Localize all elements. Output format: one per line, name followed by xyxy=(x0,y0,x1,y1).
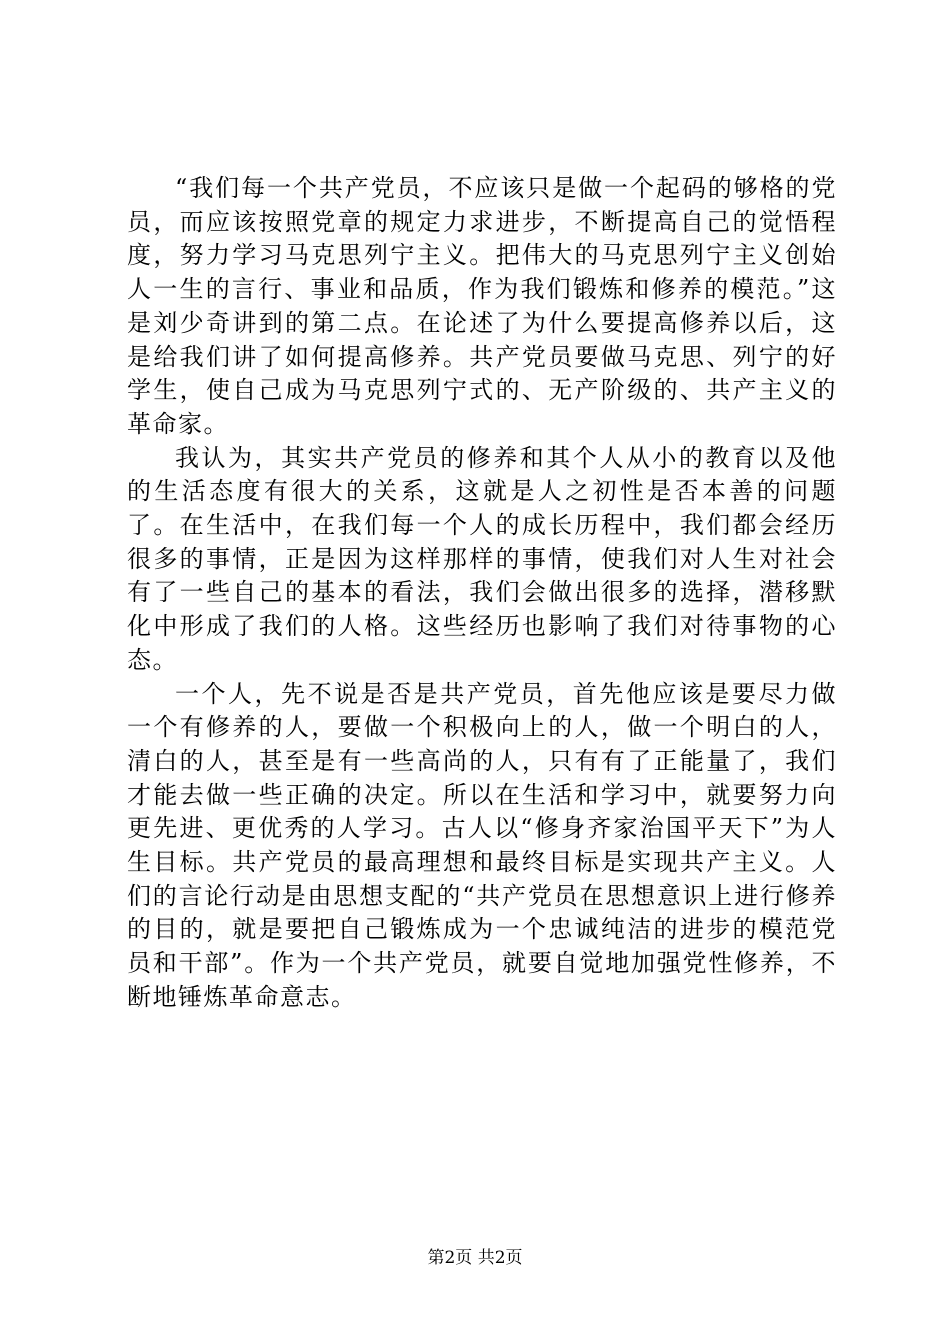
paragraph-2: 我认为，其实共产党员的修养和其个人从小的教育以及他的生活态度有很大的关系，这就是人之初性是否本善的问题了。在生活中，在我们每一个人的成长历程中，我们都会经历很多的事情，正是因为这样那样的事情，使我们对人生对社会有了一些自己的基本的看法，我们会做出很多的选择，潜移默化中形成了我们的人格。这些经历也影响了我们对待事物的心态。 xyxy=(127,443,837,674)
paragraph-1: “我们每一个共产党员，不应该只是做一个起码的够格的党员，而应该按照党章的规定力求进步，不断提高自己的觉悟程度，努力学习马克思列宁主义。把伟大的马克思列宁主义创始人一生的言行、事业和品质，作为我们锻炼和修养的模范。”这是刘少奇讲到的第二点。在论述了为什么要提高修养以后，这是给我们讲了如何提高修养。共产党员要做马克思、列宁的好学生，使自己成为马克思列宁式的、无产阶级的、共产主义的革命家。 xyxy=(127,174,837,438)
page-number-footer: 第2页 共2页 xyxy=(427,1248,523,1268)
document-body xyxy=(127,172,837,1015)
paragraph-3: 一个人，先不说是否是共产党员，首先他应该是要尽力做一个有修养的人，要做一个积极向上的人，做一个明白的人，清白的人，甚至是有一些高尚的人，只有有了正能量了，我们才能去做一些正确的决定。所以在生活和学习中，就要努力向更先进、更优秀的人学习。古人以“修身齐家治国平天下”为人生目标。共产党员的最高理想和最终目标是实现共产主义。人们的言论行动是由思想支配的“共产党员在思想意识上进行修养的目的，就是要把自己锻炼成为一个忠诚纯洁的进步的模范党员和干部”。作为一个共产党员，就要自觉地加强党性修养，不断地锤炼革命意志。 xyxy=(127,679,837,1011)
